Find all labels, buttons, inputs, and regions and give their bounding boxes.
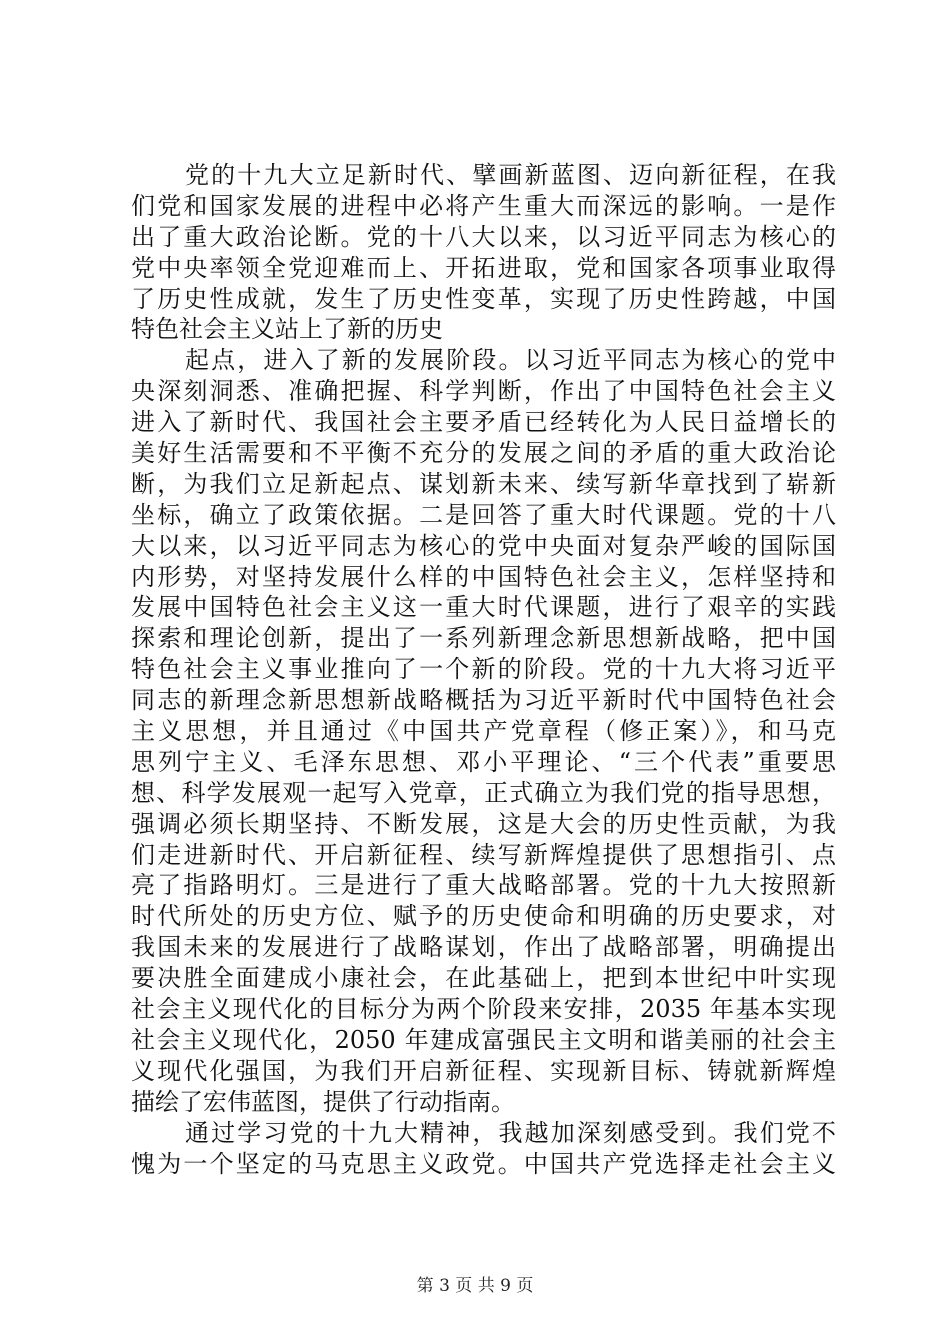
text-line: 时代所处的历史方位、赋予的历史使命和明确的历史要求，对 <box>131 902 836 931</box>
text-line: 美好生活需要和不平衡不充分的发展之间的矛盾的重大政治论 <box>131 439 836 468</box>
text-line: 社会主义现代化，2050 年建成富强民主文明和谐美丽的社会主 <box>131 1025 836 1054</box>
text-line: 大以来，以习近平同志为核心的党中央面对复杂严峻的国际国 <box>131 531 836 560</box>
text-line: 特色社会主义事业推向了一个新的阶段。党的十九大将习近平 <box>131 655 836 684</box>
text-line: 思列宁主义、毛泽东思想、邓小平理论、“三个代表”重要思 <box>131 747 836 776</box>
text-line: 强调必须长期坚持、不断发展，这是大会的历史性贡献，为我 <box>131 809 836 838</box>
paragraph <box>131 1118 836 1180</box>
text-line: 了历史性成就，发生了历史性变革，实现了历史性跨越，中国 <box>131 284 836 313</box>
text-line: 想、科学发展观一起写入党章，正式确立为我们党的指导思想， <box>131 778 836 807</box>
text-line: 党中央率领全党迎难而上、开拓进取，党和国家各项事业取得 <box>131 253 836 282</box>
text-line: 通过学习党的十九大精神，我越加深刻感受到。我们党不 <box>185 1118 836 1147</box>
text-line: 发展中国特色社会主义这一重大时代课题，进行了艰辛的实践 <box>131 593 836 622</box>
text-line: 义现代化强国，为我们开启新征程、实现新目标、铸就新辉煌 <box>131 1056 836 1085</box>
text-line: 央深刻洞悉、准确把握、科学判断，作出了中国特色社会主义 <box>131 377 836 406</box>
text-line: 亮了指路明灯。三是进行了重大战略部署。党的十九大按照新 <box>131 871 836 900</box>
text-line: 内形势，对坚持发展什么样的中国特色社会主义，怎样坚持和 <box>131 562 836 591</box>
text-line: 我国未来的发展进行了战略谋划，作出了战略部署，明确提出 <box>131 933 836 962</box>
text-line: 进入了新时代、我国社会主要矛盾已经转化为人民日益增长的 <box>131 408 836 437</box>
text-line: 特色社会主义站上了新的历史 <box>131 315 443 344</box>
text-line: 们走进新时代、开启新征程、续写新辉煌提供了思想指引、点 <box>131 840 836 869</box>
text-line: 社会主义现代化的目标分为两个阶段来安排，2035 年基本实现 <box>131 995 836 1024</box>
text-line: 们党和国家发展的进程中必将产生重大而深远的影响。一是作 <box>131 191 836 220</box>
document-body <box>131 160 836 1179</box>
text-line: 坐标，确立了政策依据。二是回答了重大时代课题。党的十八 <box>131 500 836 529</box>
text-line: 同志的新理念新思想新战略概括为习近平新时代中国特色社会 <box>131 686 836 715</box>
text-line: 描绘了宏伟蓝图，提供了行动指南。 <box>131 1087 515 1116</box>
text-line: 主义思想，并且通过《中国共产党章程（修正案）》，和马克 <box>131 717 836 746</box>
text-line: 要决胜全面建成小康社会，在此基础上，把到本世纪中叶实现 <box>131 964 836 993</box>
text-line: 断，为我们立足新起点、谋划新未来、续写新华章找到了崭新 <box>131 469 836 498</box>
text-line: 起点，进入了新的发展阶段。以习近平同志为核心的党中 <box>185 346 836 375</box>
text-line: 出了重大政治论断。党的十八大以来，以习近平同志为核心的 <box>131 222 836 251</box>
paragraph <box>131 345 836 1117</box>
text-line: 探索和理论创新，提出了一系列新理念新思想新战略，把中国 <box>131 624 836 653</box>
paragraph <box>131 160 836 345</box>
text-line: 愧为一个坚定的马克思主义政党。中国共产党选择走社会主义 <box>131 1149 836 1178</box>
text-line: 党的十九大立足新时代、擘画新蓝图、迈向新征程，在我 <box>185 161 836 189</box>
page-number: 第 3 页 共 9 页 <box>416 1276 534 1296</box>
